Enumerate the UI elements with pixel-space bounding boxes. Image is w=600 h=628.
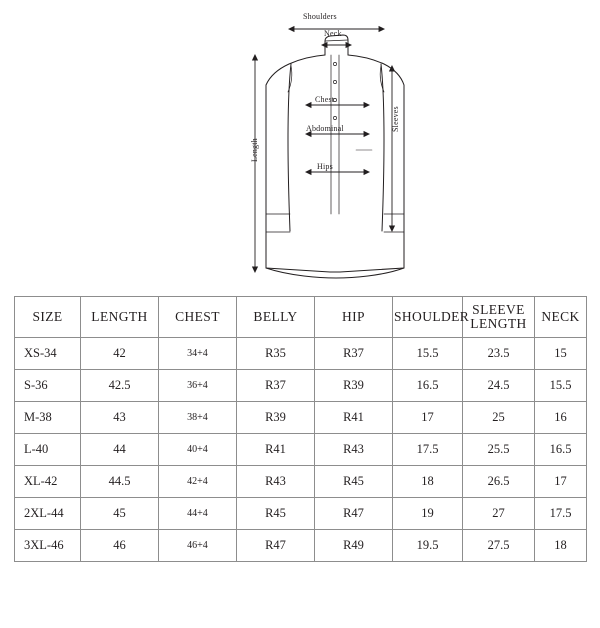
cell-shoulder: 16.5 <box>393 370 463 402</box>
length-label: Length <box>250 138 259 162</box>
cell-belly: R35 <box>237 338 315 370</box>
column-header-belly: BELLY <box>237 297 315 338</box>
cell-belly: R39 <box>237 402 315 434</box>
column-header-neck: NECK <box>535 297 587 338</box>
cell-neck: 18 <box>535 530 587 562</box>
cell-neck: 17.5 <box>535 498 587 530</box>
column-header-sleeve-length: SLEEVE LENGTH <box>463 297 535 338</box>
cell-length: 44 <box>81 434 159 466</box>
kurta-line-drawing <box>0 0 600 290</box>
cell-size: XL-42 <box>15 466 81 498</box>
cell-shoulder: 17 <box>393 402 463 434</box>
cell-shoulder: 17.5 <box>393 434 463 466</box>
table-row <box>15 466 587 498</box>
cell-chest: 36+4 <box>159 370 237 402</box>
cell-belly: R37 <box>237 370 315 402</box>
cell-sleeve: 23.5 <box>463 338 535 370</box>
cell-chest: 40+4 <box>159 434 237 466</box>
cell-shoulder: 15.5 <box>393 338 463 370</box>
cell-neck: 15 <box>535 338 587 370</box>
cell-belly: R47 <box>237 530 315 562</box>
cell-sleeve: 27.5 <box>463 530 535 562</box>
table-row <box>15 434 587 466</box>
cell-hip: R37 <box>315 338 393 370</box>
cell-sleeve: 26.5 <box>463 466 535 498</box>
cell-belly: R41 <box>237 434 315 466</box>
cell-hip: R45 <box>315 466 393 498</box>
neck-label: Neck <box>324 29 342 38</box>
column-header-shoulder: SHOULDER <box>393 297 463 338</box>
size-chart <box>14 296 586 562</box>
cell-hip: R39 <box>315 370 393 402</box>
cell-length: 42 <box>81 338 159 370</box>
sleeves-label: Sleeves <box>391 106 400 132</box>
cell-hip: R43 <box>315 434 393 466</box>
cell-neck: 16 <box>535 402 587 434</box>
cell-neck: 15.5 <box>535 370 587 402</box>
shoulders-label: Shoulders <box>303 12 337 21</box>
cell-hip: R49 <box>315 530 393 562</box>
table-row <box>15 530 587 562</box>
column-header-size: SIZE <box>15 297 81 338</box>
cell-chest: 38+4 <box>159 402 237 434</box>
cell-neck: 17 <box>535 466 587 498</box>
cell-belly: R45 <box>237 498 315 530</box>
cell-chest: 46+4 <box>159 530 237 562</box>
column-header-length: LENGTH <box>81 297 159 338</box>
table-row <box>15 402 587 434</box>
cell-shoulder: 19 <box>393 498 463 530</box>
cell-sleeve: 27 <box>463 498 535 530</box>
table-row <box>15 498 587 530</box>
cell-size: S-36 <box>15 370 81 402</box>
cell-chest: 44+4 <box>159 498 237 530</box>
size-table <box>14 296 587 562</box>
table-header-row <box>15 297 587 338</box>
cell-length: 44.5 <box>81 466 159 498</box>
cell-hip: R47 <box>315 498 393 530</box>
cell-chest: 34+4 <box>159 338 237 370</box>
table-row <box>15 370 587 402</box>
table-row <box>15 338 587 370</box>
cell-size: 2XL-44 <box>15 498 81 530</box>
cell-sleeve: 25 <box>463 402 535 434</box>
chest-label: Chest <box>315 95 335 104</box>
cell-chest: 42+4 <box>159 466 237 498</box>
cell-size: M-38 <box>15 402 81 434</box>
column-header-chest: CHEST <box>159 297 237 338</box>
cell-shoulder: 19.5 <box>393 530 463 562</box>
cell-belly: R43 <box>237 466 315 498</box>
cell-length: 45 <box>81 498 159 530</box>
cell-sleeve: 25.5 <box>463 434 535 466</box>
cell-sleeve: 24.5 <box>463 370 535 402</box>
cell-size: L-40 <box>15 434 81 466</box>
cell-shoulder: 18 <box>393 466 463 498</box>
cell-hip: R41 <box>315 402 393 434</box>
garment-measurement-diagram <box>0 0 600 290</box>
cell-length: 43 <box>81 402 159 434</box>
cell-neck: 16.5 <box>535 434 587 466</box>
cell-length: 46 <box>81 530 159 562</box>
cell-length: 42.5 <box>81 370 159 402</box>
hips-label: Hips <box>317 162 333 171</box>
cell-size: 3XL-46 <box>15 530 81 562</box>
abdominal-label: Abdominal <box>306 124 344 133</box>
cell-size: XS-34 <box>15 338 81 370</box>
column-header-hip: HIP <box>315 297 393 338</box>
